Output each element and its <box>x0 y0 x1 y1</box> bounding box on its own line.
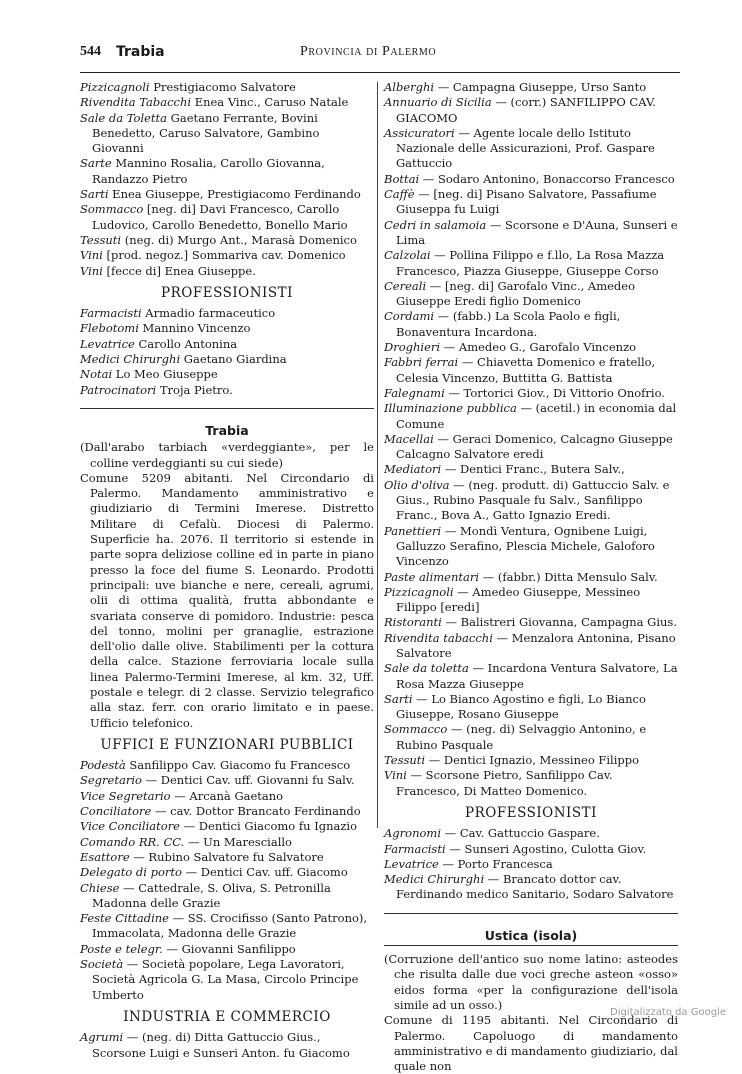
entry-key: Medici Chirurghi <box>80 352 181 367</box>
right-professionisti-list <box>384 826 678 902</box>
entry <box>384 340 678 355</box>
page-header <box>80 44 680 64</box>
entry-key: Tessuti <box>384 753 426 768</box>
entry-text: Carollo Antonina <box>134 336 238 351</box>
town-separator-ustica <box>384 913 678 914</box>
entry-text: — Cav. Gattuccio Gaspare. <box>441 826 600 841</box>
entry-key: Cereali <box>384 278 427 293</box>
entry-text: Sanfilippo Cav. Giacomo fu Francesco <box>125 758 351 773</box>
entry <box>384 95 678 126</box>
section-title-uffici: UFFICI E FUNZIONARI PUBBLICI <box>100 736 354 753</box>
entry-key: Flebotomi <box>80 321 139 336</box>
entry-text: — Dentici Cav. uff. Giacomo <box>181 865 348 880</box>
town-intro-trabia <box>80 440 374 731</box>
entry-key: Mediatori <box>384 462 442 477</box>
entry <box>384 631 678 662</box>
entry-key: Olio d'oliva <box>384 477 450 492</box>
entry <box>384 842 678 857</box>
town-heading-rule <box>384 945 678 946</box>
entry-text: — Porto Francesca <box>438 856 553 871</box>
column-divider <box>377 82 378 828</box>
left-top-entries <box>80 80 374 279</box>
entry-key: Rivendita tabacchi <box>384 630 493 645</box>
intro-paragraph: (Corruzione dell'antico suo nome latino: asteodes che risulta dalle due voci greche asteon «osso» eidos forma «per la configurazione dell'isola simile ad un osso.) <box>384 952 678 1012</box>
entry-key: Sarti <box>80 187 109 202</box>
entry-text: — (neg. di) Selvaggio Antonino, e Rubino Pasquale <box>396 722 647 752</box>
entry-key: Farmacisti <box>384 841 446 856</box>
entry <box>80 156 374 187</box>
entry-text: — Menzalora Antonina, Pisano Salvatore <box>396 630 676 660</box>
header-town: Trabia <box>116 44 165 60</box>
entry <box>384 570 678 585</box>
entry-text: — Balistreri Giovanna, Campagna Gius. <box>441 615 677 630</box>
entry <box>80 337 374 352</box>
entry <box>384 309 678 340</box>
entry-text: Gaetano Ferrante, Bovini Benedetto, Caruso Salvatore, Gambino Giovanni <box>92 110 320 156</box>
entry-text: Mannino Vincenzo <box>138 321 251 336</box>
entry <box>80 1030 374 1061</box>
entry-text: — Campagna Giuseppe, Urso Santo <box>434 80 647 94</box>
entry-key: Sarti <box>384 691 413 706</box>
entry <box>384 248 678 279</box>
entry-key: Vice Conciliatore <box>80 819 180 834</box>
entry-text: — Giovanni Sanfilippo <box>162 941 296 956</box>
entry-text: — (neg. produtt. di) Gattuccio Salv. e Gius., Rubino Pasquale fu Salv., Sanfilippo Franc., Bova A., Gatto Ignazio Eredi. <box>396 477 670 523</box>
entry <box>384 401 678 432</box>
entry-key: Rivendita Tabacchi <box>80 95 192 110</box>
entry-key: Tessuti <box>80 232 122 247</box>
entry-key: Annuario di Sicilia <box>384 95 492 110</box>
left-professionisti-list <box>80 306 374 398</box>
entry <box>384 432 678 463</box>
entry-key: Conciliatore <box>80 804 152 819</box>
entry-text: — (fabbr.) Ditta Mensulo Salv. <box>479 569 658 584</box>
entry <box>80 789 374 804</box>
entry-key: Macellai <box>384 431 434 446</box>
entry-key: Illuminazione pubblica <box>384 401 517 416</box>
entry <box>80 819 374 834</box>
entry-text: — Mondì Ventura, Ognibene Luigi, Galluzzo Serafino, Plescia Michele, Galoforo Vincenzo <box>396 523 655 569</box>
entry-key: Notai <box>80 367 113 382</box>
entry-key: Comando RR. CC. <box>80 834 185 849</box>
entry <box>80 367 374 382</box>
entry-text: — Pollina Filippo e f.llo, La Rosa Mazza Francesco, Piazza Giuseppe, Giuseppe Corso <box>396 248 665 278</box>
header-rule <box>80 72 680 73</box>
entry-key: Agrumi <box>80 1030 124 1045</box>
left-column <box>80 80 374 1060</box>
page-number: 544 <box>80 44 101 59</box>
entry <box>384 279 678 310</box>
entry-key: Agronomi <box>384 826 442 841</box>
entry <box>80 942 374 957</box>
entry-key: Esattore <box>80 849 130 864</box>
entry <box>384 187 678 218</box>
entry-text: — (acetil.) in economia dal Comune <box>396 401 677 431</box>
header-province: Provincia di Palermo <box>300 44 437 59</box>
entry <box>80 383 374 398</box>
entry-text: Mannino Rosalia, Carollo Giovanna, Randazzo Pietro <box>92 156 325 186</box>
entry <box>80 264 374 279</box>
entry-text: — Società popolare, Lega Lavoratori, Società Agricola G. La Masa, Circolo Principe Umberto <box>92 957 359 1002</box>
entry <box>384 692 678 723</box>
entry-text: — Lo Bianco Agostino e figli, Lo Bianco Giuseppe, Rosano Giuseppe <box>396 691 646 722</box>
entry <box>80 773 374 788</box>
entry-key: Segretario <box>80 773 142 788</box>
entry <box>80 233 374 248</box>
entry-key: Medici Chirurghi <box>384 872 485 887</box>
entry-text: — Un Maresciallo <box>184 834 292 849</box>
entry <box>384 615 678 630</box>
entry-key: Caffè <box>384 187 415 202</box>
entry-key: Levatrice <box>384 856 439 871</box>
entry-text: Gaetano Giardina <box>180 352 287 367</box>
entry-key: Delegato di porto <box>80 865 182 880</box>
entry-text: [fecce di] Enea Giuseppe. <box>102 263 256 278</box>
entry-key: Chiese <box>80 880 120 895</box>
entry <box>384 355 678 386</box>
entry <box>80 911 374 942</box>
entry-key: Falegnami <box>384 385 445 400</box>
entry <box>384 722 678 753</box>
entry-key: Droghieri <box>384 340 441 355</box>
entry <box>384 857 678 872</box>
entry-text: — Scorsone Pietro, Sanfilippo Cav. Francesco, Di Matteo Domenico. <box>396 768 613 798</box>
entry-text: — (neg. di) Ditta Gattuccio Gius., Scorsone Luigi e Sunseri Anton. fu Giacomo <box>92 1030 350 1060</box>
town-heading-trabia: Trabia <box>205 422 249 438</box>
entry-key: Assicuratori <box>384 125 455 140</box>
entry-key: Feste Cittadine <box>80 911 169 926</box>
intro-paragraph: Comune di 1195 abitanti. Nel Circondario di Palermo. Capoluogo di mandamento amministrativo e di mandamento giudiziario, dal quale non <box>384 1013 678 1074</box>
entry-key: Ristoranti <box>384 615 442 630</box>
entry <box>80 758 374 773</box>
entry-key: Levatrice <box>80 336 135 351</box>
entry <box>80 957 374 1003</box>
entry-key: Pizzicagnoli <box>80 80 150 94</box>
entry-text: [prod. negoz.] Sommariva cav. Domenico <box>102 248 346 263</box>
entry-text: — Amedeo G., Garofalo Vincenzo <box>440 340 637 355</box>
entry <box>80 804 374 819</box>
entry <box>384 172 678 187</box>
entry <box>384 462 678 477</box>
entry-text: — Incardona Ventura Salvatore, La Rosa Mazza Giuseppe <box>396 661 678 691</box>
entry-text: — Chiavetta Domenico e fratello, Celesia Vincenzo, Buttitta G. Battista <box>396 355 656 385</box>
entry <box>80 352 374 367</box>
intro-paragraph: (Dall'arabo tarbiach «verdeggiante», per le colline verdeggianti su cui siede) <box>80 440 374 470</box>
entry-key: Vini <box>384 768 407 783</box>
entry-text: — Arcanà Gaetano <box>170 788 284 803</box>
entry-text: [neg. di] Davi Francesco, Carollo Ludovico, Carollo Benedetto, Bonello Mario <box>92 202 348 232</box>
entry <box>80 321 374 336</box>
entry <box>384 585 678 616</box>
entry-text: Lo Meo Giuseppe <box>112 367 218 382</box>
entry-text: — Dentici Cav. uff. Giovanni fu Salv. <box>141 773 355 788</box>
entry-key: Sommacco <box>384 722 448 737</box>
entry <box>384 826 678 841</box>
entry-text: — (fabb.) La Scola Paolo e figli, Bonaventura Incardona. <box>396 309 621 339</box>
entry-key: Vini <box>80 263 103 278</box>
right-entries <box>384 80 678 799</box>
entry-key: Cedri in salamoia <box>384 217 487 232</box>
entry <box>384 386 678 401</box>
entry-text: — Agente locale dello Istituto Nazionale delle Assicurazioni, Prof. Gaspare Gattuccio <box>396 125 655 171</box>
entry <box>80 187 374 202</box>
entry <box>384 80 678 95</box>
entry-text: — Dentici Giacomo fu Ignazio <box>180 819 358 834</box>
entry <box>80 95 374 110</box>
entry <box>80 306 374 321</box>
section-title-professionisti-right: PROFESSIONISTI <box>465 804 597 821</box>
entry-key: Paste alimentari <box>384 569 480 584</box>
entry-text: — SS. Crocifisso (Santo Patrono), Immacolata, Madonna delle Grazie <box>92 911 368 941</box>
entry-text: — Geraci Domenico, Calcagno Giuseppe Calcagno Salvatore eredi <box>396 431 673 462</box>
entry-key: Patrocinatori <box>80 382 157 397</box>
town-heading-ustica: Ustica (isola) <box>484 927 578 943</box>
entry-text: Enea Giuseppe, Prestigiacomo Ferdinando <box>108 187 361 202</box>
entry-key: Vice Segretario <box>80 788 171 803</box>
entry <box>384 478 678 524</box>
entry <box>384 872 678 903</box>
entry-text: Prestigiacomo Salvatore <box>149 80 296 94</box>
intro-paragraph: Comune 5209 abitanti. Nel Circondario di Palermo. Mandamento amministrativo e giudiziario di Termini Imerese. Distretto Militare di Cefalù. Diocesi di Palermo. Superficie ha. 2076. Il territorio si estende in parte sopra deliziose colline ed in parte in piano presso la foce del fiume S. Leonardo. Prodotti principali: uve bianche e nere, cereali, agrumi, olii di ottima qualità, frutta abbondante e svariata conserve di pomidoro. Industrie: pesca del tonno, molini per granaglie, estrazione dell'olio dalle olive. Stabilimenti per la cottura della calce. Stazione ferroviaria locale sulla linea Palermo-Termini Imerese, al km. 32, Uff. postale e telegr. di 2 classe. Servizio telegrafico alla staz. ferr. con orario limitato e in paese. Ufficio telefonico. <box>80 470 374 730</box>
entry-key: Poste e telegr. <box>80 941 163 956</box>
entry-text: — Scorsone e D'Auna, Sunseri e Lima <box>396 217 678 247</box>
entry-text: — Cattedrale, S. Oliva, S. Petronilla Madonna delle Grazie <box>92 880 331 910</box>
entry <box>384 753 678 768</box>
entry-key: Sommacco <box>80 202 144 217</box>
entry <box>80 835 374 850</box>
entry-text: Troja Pietro. <box>156 382 233 397</box>
entry <box>80 111 374 157</box>
entry-text: — Amedeo Giuseppe, Messineo Filippo [eredi] <box>396 584 641 615</box>
entry <box>80 80 374 95</box>
entry-text: — Tortorici Giov., Di Vittorio Onofrio. <box>444 385 665 400</box>
entry-text: — Brancato dottor cav. Ferdinando medico Sanitario, Sodaro Salvatore <box>396 872 674 902</box>
entry-key: Sale da toletta <box>384 661 469 676</box>
entry <box>384 768 678 799</box>
entry <box>384 524 678 570</box>
entry <box>384 126 678 172</box>
entry-text: — Sunseri Agostino, Culotta Giov. <box>445 841 647 856</box>
section-title-professionisti: PROFESSIONISTI <box>161 284 293 301</box>
entry-text: — Dentici Ignazio, Messineo Filippo <box>425 753 640 768</box>
entry-text: Enea Vinc., Caruso Natale <box>191 95 349 110</box>
town-separator <box>80 408 374 409</box>
digitization-watermark: Digitalizzato da Google <box>610 1007 726 1018</box>
entry <box>80 881 374 912</box>
industria-list <box>80 1030 374 1061</box>
entry-key: Società <box>80 957 124 972</box>
entry-key: Panettieri <box>384 523 442 538</box>
entry-text: (neg. di) Murgo Ant., Marasà Domenico <box>121 232 357 247</box>
entry-key: Pizzicagnoli <box>384 584 454 599</box>
entry-key: Farmacisti <box>80 306 142 321</box>
entry-key: Sale da Toletta <box>80 110 168 125</box>
entry-text: — Sodaro Antonino, Bonaccorso Francesco <box>419 171 675 186</box>
uffici-list <box>80 758 374 1003</box>
entry <box>80 248 374 263</box>
entry <box>384 218 678 249</box>
entry-key: Vini <box>80 248 103 263</box>
entry-text: — Rubino Salvatore fu Salvatore <box>129 849 324 864</box>
section-title-industria: INDUSTRIA E COMMERCIO <box>123 1008 331 1025</box>
entry-text: — (corr.) SANFILIPPO CAV. GIACOMO <box>396 95 656 125</box>
entry-key: Calzolai <box>384 248 431 263</box>
entry-key: Cordami <box>384 309 435 324</box>
entry-key: Bottai <box>384 171 420 186</box>
entry-text: — cav. Dottor Brancato Ferdinando <box>151 804 361 819</box>
entry <box>80 202 374 233</box>
entry <box>80 865 374 880</box>
entry-text: Armadio farmaceutico <box>141 306 276 321</box>
entry-text: — [neg. di] Garofalo Vinc., Amedeo Giuseppe Eredi figlio Domenico <box>396 278 636 309</box>
entry-key: Sarte <box>80 156 112 171</box>
entry <box>384 661 678 692</box>
entry-text: — Dentici Franc., Butera Salv., <box>441 462 625 477</box>
entry-key: Alberghi <box>384 80 435 94</box>
entry-key: Fabbri ferrai <box>384 355 459 370</box>
entry <box>80 850 374 865</box>
entry-text: — [neg. di] Pisano Salvatore, Passafiume Giuseppa fu Luigi <box>396 187 657 217</box>
entry-key: Podestà <box>80 758 126 773</box>
